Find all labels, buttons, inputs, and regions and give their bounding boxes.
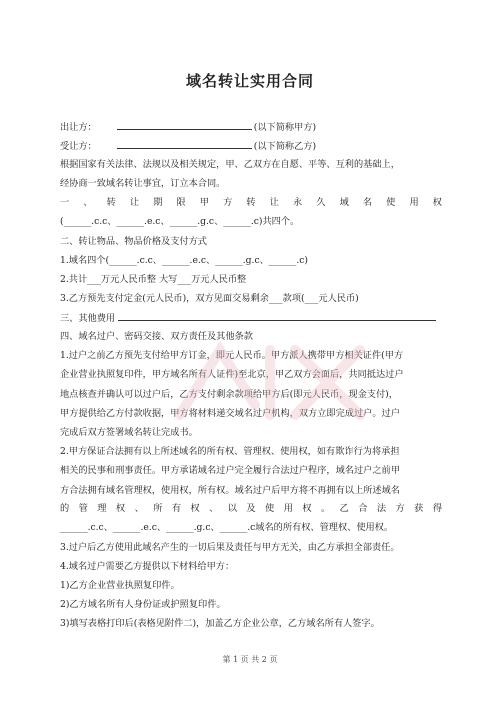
section-1-domains: (______.c.c、______.e.c、______.g.c、______.c)共四个。 (60, 216, 300, 227)
clause-line: 相关的民事和刑事责任。甲方承诺域名过户完全履行合法过户程序，域名过户之前甲 (60, 465, 400, 477)
justified-char: 权 (302, 503, 312, 514)
buyer-suffix: (以下简称乙方) (253, 141, 317, 152)
clause-line: 完成后双方签署域名转让完成书。 (60, 427, 198, 439)
intro-line-2: 经协商一致域名转让事宜，订立本合同。 (60, 178, 226, 189)
section-1-heading (60, 196, 442, 209)
justified-char: 用 (409, 197, 419, 208)
justified-char: 期 (153, 197, 163, 208)
other-fees-blank[interactable] (118, 311, 436, 321)
justified-char: 合 (358, 503, 368, 514)
justified-char: 、 (209, 503, 219, 514)
justified-char: 用 (283, 503, 293, 514)
clause-line: 2.甲方保证合法拥有以上所述域名的所有权、管理权、使用权，如有欺诈行为将承担 (60, 446, 400, 457)
seller-blank[interactable] (117, 120, 252, 130)
clause-4: 4.域名过户需要乙方提供以下材料给甲方： (60, 561, 235, 572)
section-2-item-3: 3.乙方预先支付定金(元人民币)，双方见面交易剩余___款项(___元人民币) (60, 293, 359, 304)
justified-char: 方 (223, 197, 233, 208)
clause-line: 甲方提供给乙方付款收据，甲方将材料递交域名过户机构，双方立即完成过户。过户 (60, 407, 400, 419)
clause-line: 地点核查并确认可以过户后，乙方支付剩余款项给甲方后(即元人民币，现金支付)， (60, 388, 398, 400)
clause-line: 1.过户之前乙方预先支付给甲方订金，即元人民币。甲方派人携带甲方相关证件(甲方 (60, 350, 404, 361)
justified-char: 、 (83, 197, 93, 208)
seller-label: 出让方： (60, 122, 97, 133)
justified-char: 权 (432, 197, 442, 208)
justified-char: 理 (97, 503, 107, 514)
seller-suffix: (以下简称甲方) (253, 122, 317, 133)
contract-title: 域名转让实用合同 (185, 72, 314, 90)
section-3-line (60, 311, 442, 325)
section-2-item-2: 2.共计___万元人民币整 大写___万元人民币整 (60, 274, 247, 285)
justified-char: 权 (190, 503, 200, 514)
justified-char: 。 (320, 503, 331, 514)
justified-char: 转 (246, 197, 256, 208)
section-3-heading: 三、其他费用 (60, 313, 116, 324)
section-2-item-1: 1.域名四个(______.c.c、______.e.c、______.g.c、______.c) (60, 255, 308, 266)
seller-line (60, 120, 442, 134)
justified-char: 管 (78, 503, 88, 514)
justified-char: 一 (60, 197, 70, 208)
justified-char: 让 (129, 197, 140, 208)
justified-char: 限 (176, 197, 186, 208)
justified-char: 使 (265, 503, 275, 514)
justified-char: 权 (115, 503, 126, 514)
justified-char: 法 (376, 503, 387, 514)
justified-char: 获 (414, 503, 424, 514)
justified-char: 的 (60, 503, 70, 514)
justified-char: 转 (106, 197, 116, 208)
clause-3: 3.过户后乙方使用此域名产生的一切后果及责任与甲方无关，由乙方承担全部责任。 (60, 542, 400, 553)
clause-line: 方合法拥有域名管理权，使用权，所有权。域名过户后甲方将不再拥有以上所述域名 (60, 484, 400, 496)
justified-char: 以 (227, 503, 237, 514)
justified-char: 让 (269, 197, 279, 208)
justified-char: 得 (432, 503, 442, 514)
clause-2-justified-line (60, 502, 442, 515)
buyer-line (60, 139, 442, 153)
section-4-heading: 四、域名过户、密码交接、双方责任及其他条款 (60, 331, 253, 342)
justified-char: 使 (386, 197, 396, 208)
justified-char: 、 (134, 503, 144, 514)
justified-char: 方 (395, 503, 405, 514)
justified-char: 永 (292, 197, 303, 208)
justified-char: 乙 (339, 503, 349, 514)
justified-char: 所 (153, 503, 163, 514)
page-footer: 第 1 页 共 2 页 (222, 655, 278, 664)
clause-line: 企业营业执照复印件，甲方域名所有人证件)至北京，甲乙双方会面后，共同抵达过户 (60, 369, 404, 381)
buyer-blank[interactable] (117, 139, 252, 149)
section-2-heading: 二、转让物品、物品价格及支付方式 (60, 236, 207, 247)
clause-2-end: ______.c.c、______.e.c、______.g.c、______.c域名的所有权、管理权、使用权。 (60, 522, 394, 533)
justified-char: 及 (246, 503, 256, 514)
clause-4-item-2: 2)乙方域名所有人身份证或护照复印件。 (60, 599, 226, 610)
buyer-label: 受让方： (60, 141, 97, 152)
intro-line-1: 根据国家有关法律、法规以及相关规定，甲、乙双方在自愿、平等、互利的基础上， (60, 159, 400, 170)
justified-char: 久 (316, 197, 326, 208)
justified-char: 域 (339, 197, 349, 208)
justified-char: 甲 (199, 197, 209, 208)
clause-4-item-3: 3)填写表格打印后(表格见附件二)，加盖乙方企业公章，乙方域名所有人签字。 (60, 618, 380, 629)
justified-char: 有 (171, 503, 182, 514)
justified-char: 名 (362, 197, 373, 208)
clause-4-item-1: 1)乙方企业营业执照复印件。 (60, 580, 180, 591)
